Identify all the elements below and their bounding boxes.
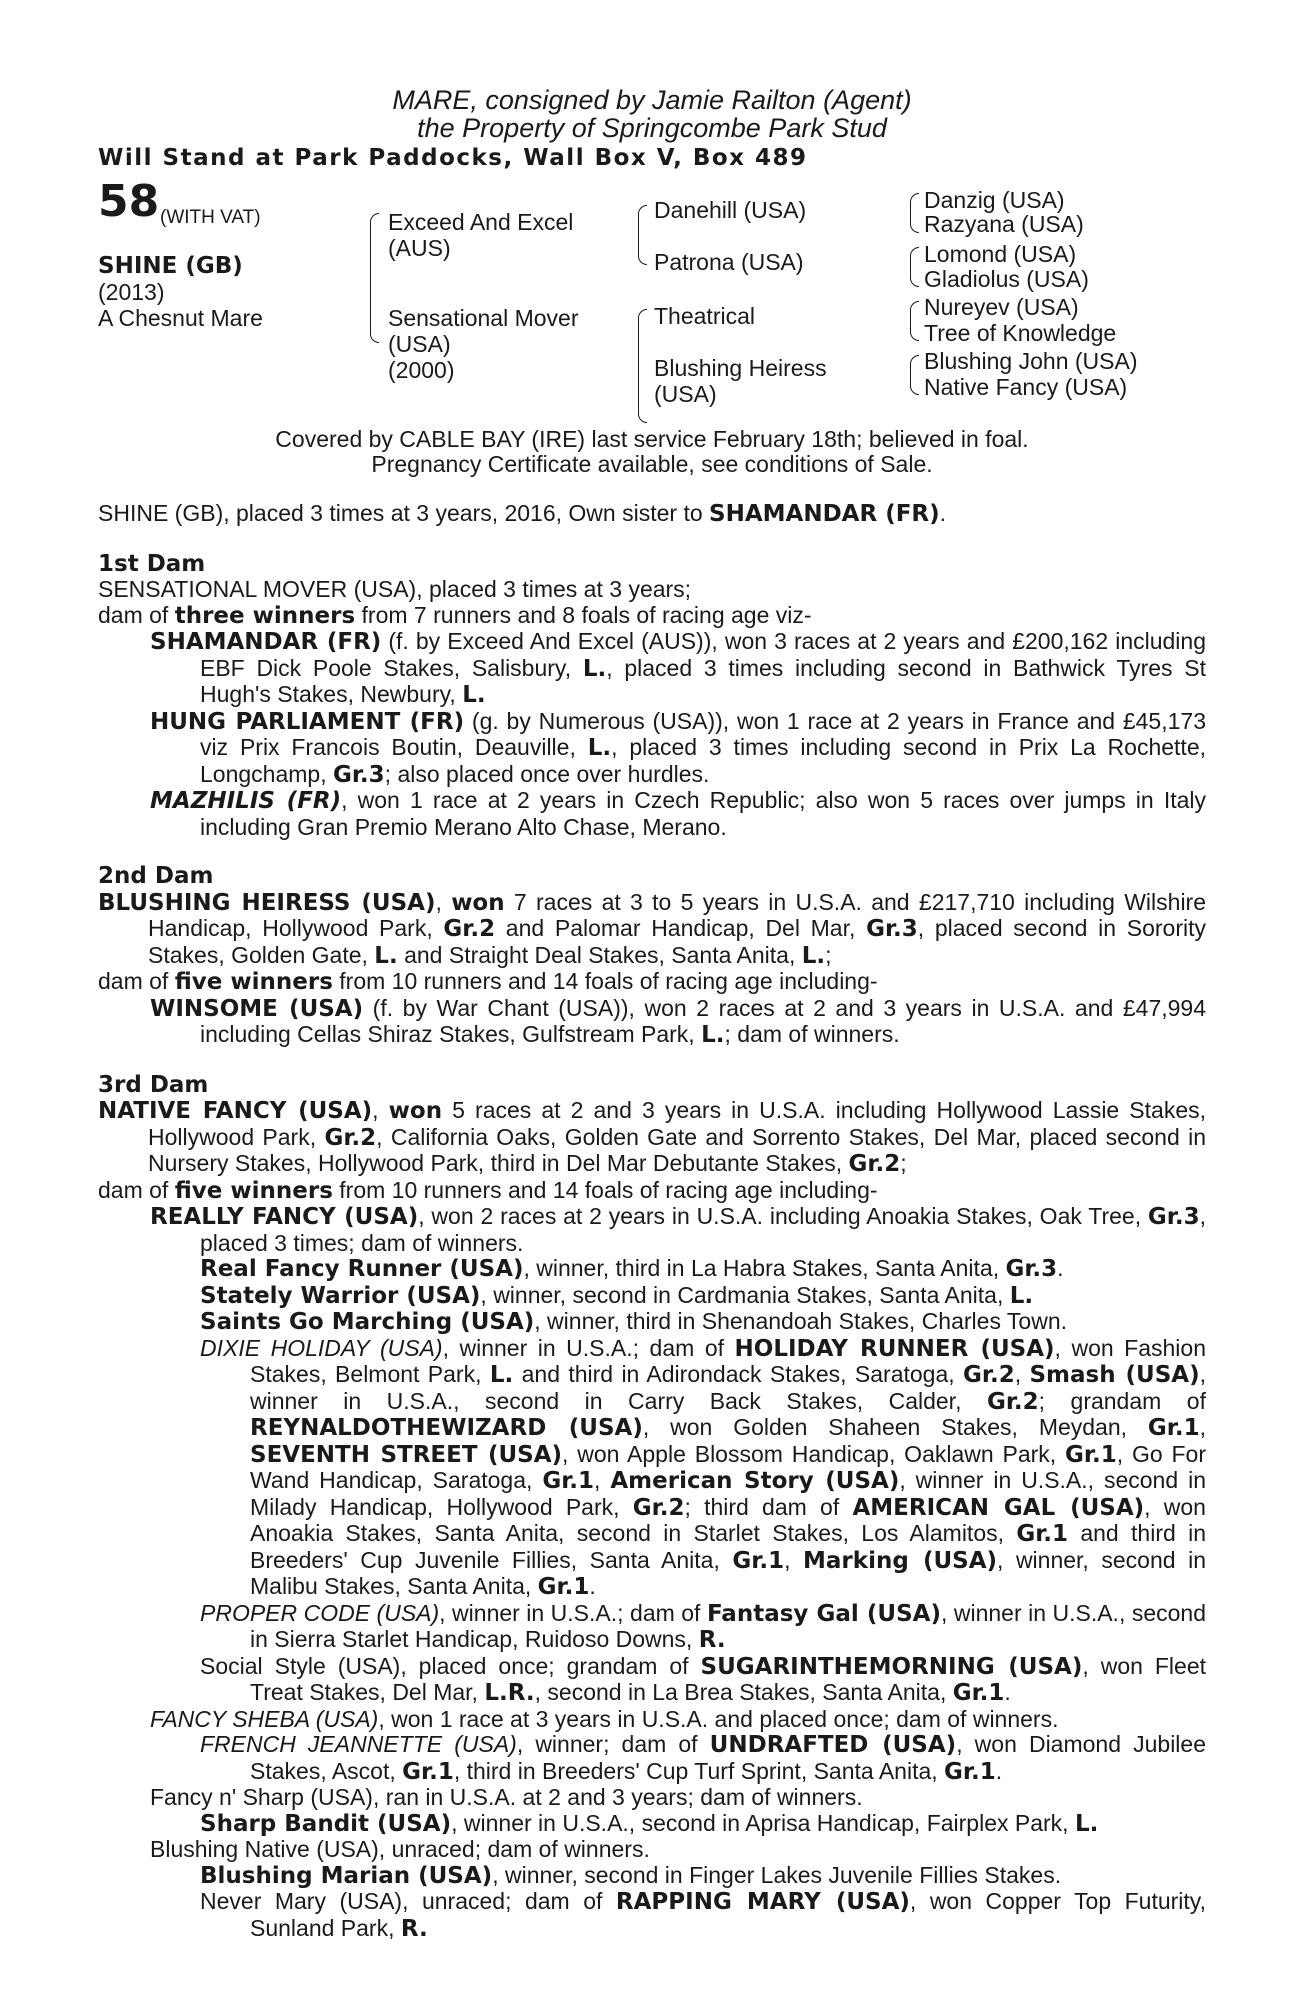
dam-dam-dam: Native Fancy (USA) — [924, 374, 1128, 400]
produce-entry: Saints Go Marching (USA), winner, third in Shenandoah Stakes, Charles Town. — [200, 1308, 1068, 1335]
dam-record: NATIVE FANCY (USA), won 5 races at 2 and 3 years in U.S.A. including Hollywood Lassie Stakes, Hollywood Park, Gr.2, California Oaks, Golden Gate and Sorrento Stakes, Del Mar, placed second in Nursery Stakes, Hollywood Park, third in Del Mar Debutante Stakes, Gr.2; — [98, 1097, 1207, 1177]
sire-parents-brace — [638, 205, 647, 265]
produce-entry: PROPER CODE (USA), winner in U.S.A.; dam of Fantasy Gal (USA), winner in U.S.A., second in Sierra Starlet Handicap, Ruidoso Downs, R. — [200, 1599, 1206, 1653]
produce-entry: Fancy n' Sharp (USA), ran in U.S.A. at 2 and 3 years; dam of winners. — [150, 1784, 863, 1810]
property-line: the Property of Springcombe Park Stud — [417, 113, 887, 143]
dam-dam-country: (USA) — [654, 381, 717, 407]
dam-year: (2000) — [388, 357, 455, 383]
catalogue-page — [98, 86, 1206, 1942]
produce-entry: Blushing Marian (USA), winner, second in Finger Lakes Juvenile Fillies Stakes. — [200, 1861, 1062, 1889]
dam-dam-sire: Blushing John (USA) — [924, 348, 1138, 374]
produce-entry: DIXIE HOLIDAY (USA), winner in U.S.A.; dam of HOLIDAY RUNNER (USA), won Fashion Stakes, Belmont Park, L. and third in Adirondack Stakes, Saratoga, Gr.2, Smash (USA), winner in U.S.A., second in Carry Back Stakes, Calder, Gr.2; grandam of REYNALDOTHEWIZARD (USA), won Golden Shaheen Stakes, Meydan, Gr.1, SEVENTH STREET (USA), won Apple Blossom Handicap, Oaklawn Park, Gr.1, Go For Wand Handicap, Saratoga, Gr.1, American Story (USA), winner in U.S.A., second in Milady Handicap, Hollywood Park, Gr.2; third dam of AMERICAN GAL (USA), won Anoakia Stakes, Santa Anita, second in Starlet Stakes, Los Alamitos, Gr.1 and third in Breeders' Cup Juvenile Fillies, Santa Anita, Gr.1, Marking (USA), winner, second in Malibu Stakes, Santa Anita, Gr.1. — [200, 1334, 1206, 1600]
brace-g2 — [910, 247, 919, 287]
sire-country: (AUS) — [388, 235, 451, 261]
produce-summary: dam of three winners from 7 runners and 8 foals of racing age viz- — [98, 601, 812, 629]
covered-line: Covered by CABLE BAY (IRE) last service February 18th; believed in foal. — [275, 426, 1029, 452]
produce-entry: FANCY SHEBA (USA), won 1 race at 3 years in U.S.A. and placed once; dam of winners. — [150, 1705, 1059, 1732]
produce-entry: Real Fancy Runner (USA), winner, third in La Habra Stakes, Santa Anita, Gr.3. — [200, 1255, 1064, 1282]
pedigree-block — [98, 176, 1206, 427]
pregnancy-line: Pregnancy Certificate available, see conditions of Sale. — [371, 451, 933, 477]
sire: Exceed And Excel — [388, 209, 574, 235]
horse-description: A Chesnut Mare — [98, 305, 263, 331]
dam-sire-sire: Nureyev (USA) — [924, 294, 1079, 320]
produce-entry: Never Mary (USA), unraced; dam of RAPPING MARY (USA), won Copper Top Futurity, Sunland Park, R. — [200, 1888, 1206, 1942]
section-heading: 1st Dam — [98, 550, 206, 577]
section-heading: 3rd Dam — [98, 1071, 209, 1098]
dam-record: SENSATIONAL MOVER (USA), placed 3 times at 3 years; — [98, 576, 692, 602]
produce-entry: WINSOME (USA) (f. by War Chant (USA)), won 2 races at 2 and 3 years in U.S.A. and £47,994 including Cellas Shiraz Stakes, Gulfstream Park, L.; dam of winners. — [150, 994, 1206, 1048]
produce-summary: dam of five winners from 10 runners and 14 foals of racing age including- — [98, 1176, 878, 1204]
dam-sire: Theatrical — [654, 303, 755, 329]
sire-dam-sire: Lomond (USA) — [924, 241, 1077, 267]
produce-entry: MAZHILIS (FR), won 1 race at 2 years in Czech Republic; also won 5 races over jumps in Italy including Gran Premio Merano Alto Chase, Merano. — [150, 787, 1207, 840]
horse-summary: SHINE (GB), placed 3 times at 3 years, 2016, Own sister to SHAMANDAR (FR). — [98, 500, 947, 527]
produce-entry: Sharp Bandit (USA), winner in U.S.A., second in Aprisa Handicap, Fairplex Park, L. — [200, 1809, 1099, 1837]
dam-record: BLUSHING HEIRESS (USA), won 7 races at 3 to 5 years in U.S.A. and £217,710 including Wilshire Handicap, Hollywood Park, Gr.2 and Palomar Handicap, Del Mar, Gr.3, placed second in Sorority Stakes, Golden Gate, L. and Straight Deal Stakes, Santa Anita, L.; — [98, 888, 1206, 969]
first-dam-section — [98, 552, 1206, 841]
produce-entry: Stately Warrior (USA), winner, second in Cardmania Stakes, Santa Anita, L. — [200, 1281, 1034, 1309]
dam: Sensational Mover — [388, 305, 579, 331]
sire-dam: Patrona (USA) — [654, 249, 804, 275]
sire-sire-sire: Danzig (USA) — [924, 187, 1065, 213]
dam-sire-dam: Tree of Knowledge — [924, 320, 1117, 346]
lot-number: 58 — [98, 176, 160, 227]
foaling-year: (2013) — [98, 279, 165, 305]
produce-entry: HUNG PARLIAMENT (FR) (g. by Numerous (USA)), won 1 race at 2 years in France and £45,173 viz Prix Francois Boutin, Deauville, L., placed 3 times including second in Prix La Rochette, Longchamp, Gr.3; also placed once over hurdles. — [150, 707, 1206, 788]
produce-entry: Social Style (USA), placed once; grandam of SUGARINTHEMORNING (USA), won Fleet Treat Stakes, Del Mar, L.R., second in La Brea Stakes, Santa Anita, Gr.1. — [200, 1652, 1207, 1706]
brace-g4 — [910, 355, 919, 395]
sire-dam-dam: Gladiolus (USA) — [924, 266, 1089, 292]
consignor-line: MARE, consigned by Jamie Railton (Agent) — [392, 85, 912, 115]
produce-entry: FRENCH JEANNETTE (USA), winner; dam of UNDRAFTED (USA), won Diamond Jubilee Stakes, Ascot, Gr.1, third in Breeders' Cup Turf Sprint, Santa Anita, Gr.1. — [200, 1731, 1206, 1785]
third-dam-section — [98, 1073, 1206, 1943]
dam-dam: Blushing Heiress — [654, 355, 827, 381]
sire-sire: Danehill (USA) — [654, 197, 807, 223]
dam-country: (USA) — [388, 331, 451, 357]
sire-dam-brace — [370, 213, 379, 343]
sire-sire-dam: Razyana (USA) — [924, 211, 1084, 237]
second-dam-section — [98, 864, 1206, 1049]
brace-g3 — [910, 301, 919, 341]
horse-name: SHINE (GB) — [98, 253, 243, 279]
produce-entry: REALLY FANCY (USA), won 2 races at 2 years in U.S.A. including Anoakia Stakes, Oak Tree, Gr.3, placed 3 times; dam of winners. — [150, 1203, 1206, 1256]
stand-line: Will Stand at Park Paddocks, Wall Box V, Box 489 — [98, 145, 808, 171]
produce-summary: dam of five winners from 10 runners and 14 foals of racing age including- — [98, 968, 878, 995]
produce-entry: SHAMANDAR (FR) (f. by Exceed And Excel (AUS)), won 3 races at 2 years and £200,162 including EBF Dick Poole Stakes, Salisbury, L., placed 3 times including second in Bathwick Tyres St Hugh's Stakes, Newbury, L. — [150, 628, 1206, 708]
section-heading: 2nd Dam — [98, 863, 214, 889]
vat-note: (WITH VAT) — [160, 207, 261, 228]
produce-entry: Blushing Native (USA), unraced; dam of winners. — [150, 1836, 650, 1862]
brace-g1 — [910, 193, 919, 233]
dam-parents-brace — [638, 309, 647, 423]
